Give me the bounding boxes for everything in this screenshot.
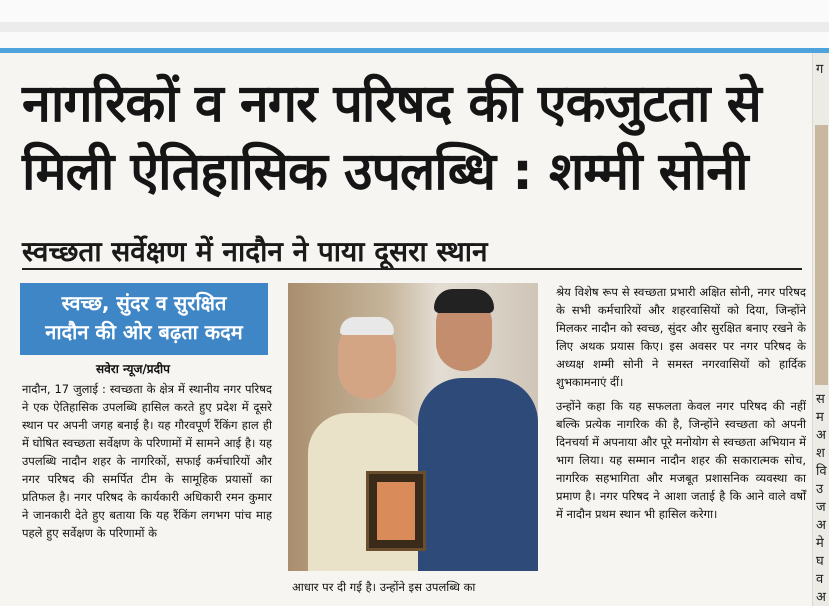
paragraph: उन्होंने कहा कि यह सफलता केवल नगर परिषद की नहीं बल्कि प्रत्येक नागरिक की है, जिन्होंने स्वच्छता को अपनी दिनचर्या में अपनाया और पूरे मनोयोग से स्वच्छता अभियान में भाग लिया। यह सम्मान नादौन शहर की सकारात्मक सोच, नागरिक सहभागिता और मजबूत प्रशासनिक व्यवस्था का प्रमाण है। नगर परिषद ने आशा जताई है कि आने वाले वर्षों में नादौन प्रथम स्थान भी हासिल करेगा। bbox=[556, 399, 806, 521]
article-body-col3 bbox=[556, 283, 806, 529]
edge-char: अ bbox=[816, 428, 826, 443]
edge-char: ग bbox=[816, 62, 824, 77]
paragraph: श्रेय विशेष रूप से स्वच्छता प्रभारी अक्षित सोनी, नगर परिषद के सभी कर्मचारियों और शहरवासियों को दिया, जिन्होंने मिलकर नादौन को स्वच्छ, सुंदर और सुरक्षित बनाए रखने के लिए अथक प्रयास किए। इस अवसर पर नगर परिषद के अध्यक्ष शम्मी सोनी ने समस्त नगरवासियों को हार्दिक शुभकामनाएं दीं। bbox=[556, 285, 806, 389]
edge-char: मे bbox=[816, 536, 824, 551]
edge-char: घ bbox=[816, 554, 824, 569]
edge-char: व bbox=[816, 572, 824, 587]
highlight-line-1: स्वच्छ, सुंदर व सुरक्षित bbox=[61, 291, 227, 315]
edge-char: अ bbox=[816, 518, 826, 533]
edge-char: वि bbox=[816, 464, 827, 479]
byline: सवेरा न्यूज/प्रदीप bbox=[96, 362, 170, 376]
person-left-hair bbox=[340, 317, 394, 335]
adjacent-photo-edge bbox=[815, 125, 828, 385]
article-body-col2-end: आधार पर दी गई है। उन्होंने इस उपलब्धि का bbox=[292, 580, 476, 594]
article-body-col1: नादौन, 17 जुलाई : स्वच्छता के क्षेत्र में स्थानीय नगर परिषद ने एक ऐतिहासिक उपलब्धि हासिल करते हुए प्रदेश में दूसरे स्थान पर अपनी जगह बनाई है। यह गौरवपूर्ण रैंकिंग हाल ही में घोषित स्वच्छता सर्वेक्षण के परिणामों में सामने आई है। यह उपलब्धि नादौन शहर के नागरिकों, सफाई कर्मचारियों और नगर परिषद की समर्पित टीम के सामूहिक प्रयासों का प्रतिफल है। नगर परिषद के कार्यकारी अधिकारी रमन कुमार ने जानकारी देते हुए बताया कि यह रैंकिंग लगभग पांच माह पहले हुए सर्वेक्षण के परिणामों के bbox=[22, 382, 272, 540]
edge-char: स bbox=[816, 392, 825, 407]
top-margin bbox=[0, 0, 829, 48]
edge-char: श bbox=[816, 446, 825, 461]
edge-char: म bbox=[816, 410, 824, 425]
edge-char: अ bbox=[816, 590, 826, 605]
news-photo bbox=[288, 283, 538, 571]
framed-picture-memento bbox=[366, 471, 426, 551]
subheadline-rule bbox=[22, 268, 802, 270]
adjacent-column-edge bbox=[812, 53, 829, 606]
highlight-box bbox=[20, 283, 268, 355]
person-right bbox=[418, 378, 538, 571]
edge-char: ज bbox=[816, 500, 826, 515]
edge-char: उ bbox=[816, 482, 824, 497]
person-right-hair bbox=[434, 289, 494, 313]
headline-line-2: मिली ऐतिहासिक उपलब्धि : शम्मी सोनी bbox=[22, 142, 748, 202]
subheadline: स्वच्छता सर्वेक्षण में नादौन ने पाया दूसरा स्थान bbox=[22, 235, 488, 268]
highlight-line-2: नादौन की ओर बढ़ता कदम bbox=[45, 320, 243, 344]
headline-line-1: नागरिकों व नगर परिषद की एकजुटता से bbox=[22, 74, 761, 134]
